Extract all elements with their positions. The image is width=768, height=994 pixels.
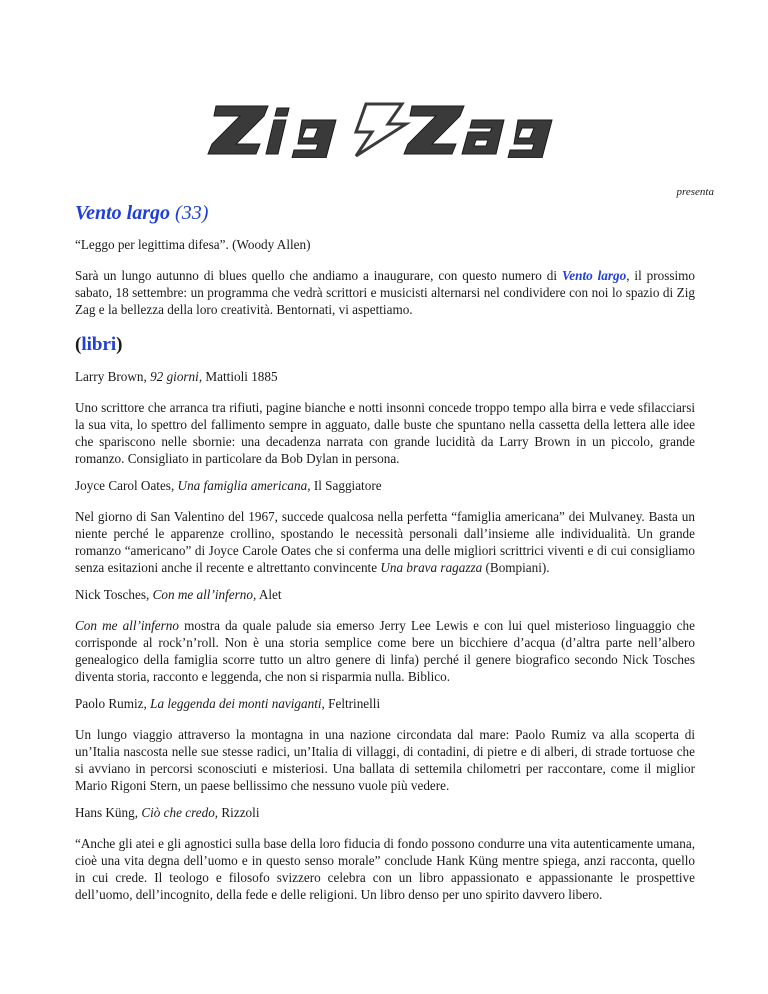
article [75, 198, 695, 903]
header [0, 0, 768, 160]
book-entry [75, 477, 695, 576]
intro-paragraph: Sarà un lungo autunno di blues quello che andiamo a inaugurare, con questo numero di Vento largo, il prossimo sabato, 18 settembre: un programma che vedrà scrittori e musicisti alternarsi nel condividere con noi lo spazio di Zig Zag e la bellezza della loro creatività. Bentornati, vi aspettiamo. [75, 268, 696, 317]
book-citation: Hans Küng, Ciò che credo, Rizzoli [75, 805, 260, 820]
book-description: Con me all’inferno mostra da quale palude sia emerso Jerry Lee Lewis e con lui quel misterioso linguaggio che corrisponde al rock’n’roll. Non è una storia semplice come bere un bicchiere d’acqua (d’altra parte nell’albero genealogico della famiglia scorre tutto un altro genere di linfa) perché il genere biografico secondo Nick Tosches diventa storia, racconto e leggenda, che non si risparmia nulla. Biblico. [75, 618, 695, 684]
book-description: “Anche gli atei e gli agnostici sulla base della loro fiducia di fondo possono condurre una vita autenticamente umana, cioè una vita degna dell’uomo e in questo senso morale” conclude Hank Küng mentre spiega, anzi racconta, quello in cui crede. Il teologo e filosofo svizzero celebra con un libro appassionato e appassionante le prospettive dell’uomo, dell’incognito, della fede e delle religioni. Un libro denso per uno spirito davvero libero. [75, 836, 695, 902]
book-list [75, 368, 695, 903]
book-citation: Joyce Carol Oates, Una famiglia americana, Il Saggiatore [75, 478, 382, 493]
book-entry [75, 695, 695, 794]
presenta-label: presenta [676, 186, 714, 198]
book-description: Un lungo viaggio attraverso la montagna in una nazione circondata dal mare: Paolo Rumiz va alla scoperta di un’Italia nascosta nelle sue stesse radici, un’Italia di villaggi, di contadini, di pietre e di alberi, di strade tortuose che si avviano in percorsi sconosciuti e misteriosi. Una ballata di settemila chilometri per raccontare, come il miglior Mario Rigoni Stern, un paese bellissimo che nessuno vuole più vedere. [75, 727, 695, 793]
title-name: Vento largo [75, 202, 171, 224]
zigzag-logo [206, 100, 562, 158]
epigraph-quote: “Leggo per legittima difesa”. (Woody Allen) [75, 237, 311, 252]
book-description: Nel giorno di San Valentino del 1967, succede qualcosa nella perfetta “famiglia americana” dei Mulvaney. Basta un niente perché le apparenze crollino, spostando le necessità personali dall’insieme alle individualità. Un grande romanzo “americano” di Joyce Carole Oates che si conferma una delle migliori scrittrici viventi e di cui consigliamo senza esitazioni anche il recente e altrettanto convincente Una brava ragazza (Bompiani). [75, 509, 695, 575]
book-citation: Larry Brown, 92 giorni, Mattioli 1885 [75, 369, 278, 384]
page-title [75, 198, 695, 228]
book-entry [75, 804, 695, 903]
section-heading-libri: (libri) [75, 334, 123, 355]
book-description: Uno scrittore che arranca tra rifiuti, pagine bianche e notti insonni concede troppo tempo alla birra e vede sfilacciarsi la sua vita, lo spettro del fallimento sempre in agguato, dalle buste che spuntano nella cassetta della lettera alle idee che spariscono nelle sbornie: una decadenza narrata con grande lucidità da Larry Brown in un piccolo, grande romanzo. Consigliato in particolare da Bob Dylan in persona. [75, 400, 695, 466]
book-citation: Paolo Rumiz, La leggenda dei monti naviganti, Feltrinelli [75, 696, 381, 711]
book-entry [75, 368, 695, 467]
book-entry [75, 586, 695, 685]
book-citation: Nick Tosches, Con me all’inferno, Alet [75, 587, 282, 602]
title-number: (33) [175, 202, 209, 224]
brand-mention: Vento largo [561, 268, 627, 283]
